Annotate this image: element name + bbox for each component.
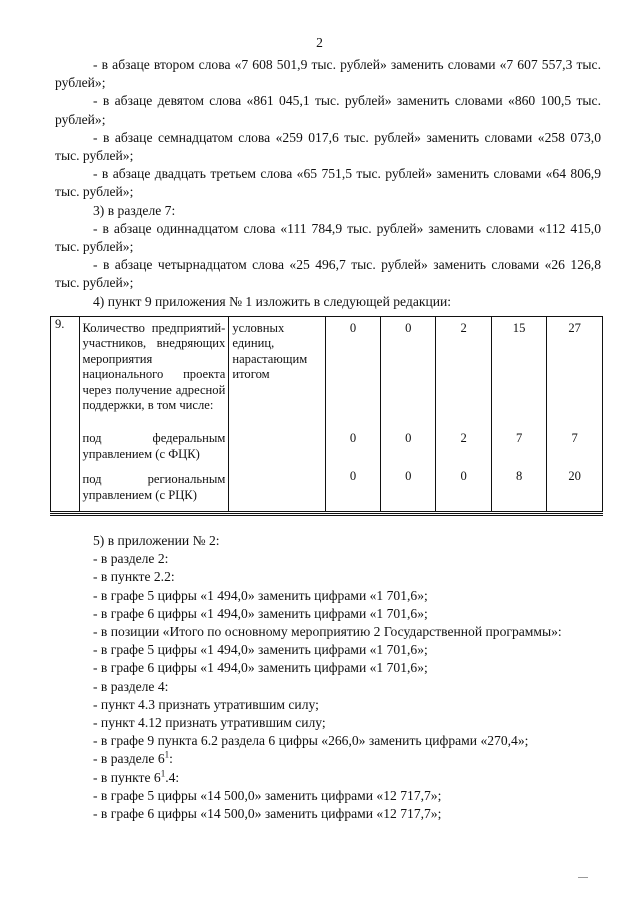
paragraph: - в графе 6 цифры «14 500,0» заменить цифрами «12 717,7»; [93,806,442,822]
paragraph: 4) пункт 9 приложения № 1 изложить в следующей редакции: [93,293,452,309]
paragraph: 3) в разделе 7: [93,202,176,218]
paragraph: - в пункте 2.2: [93,569,175,585]
paragraph: - в абзаце втором слова «7 608 501,9 тыс. рублей» заменить словами «7 607 557,3 тыс. рублей»; [55,57,601,91]
value: 8 [515,468,523,483]
paragraph: - в графе 5 цифры «14 500,0» заменить цифрами «12 717,7»; [93,787,442,803]
bottom-text-block [55,532,601,823]
sub-row-label: под региональным управлением (с РЦК) [82,472,226,502]
description-cell [79,317,229,512]
paragraph: - в графе 5 цифры «1 494,0» заменить цифрами «1 701,6»; [93,642,428,658]
table-row [51,317,603,512]
sub-row-label: под федеральным управлением (с ФЦК) [82,431,226,461]
paragraph: - в разделе $6^1$: [93,749,173,767]
value: 2 [460,321,467,335]
unit-cell: условных единиц, нарастающим итогом [229,317,325,512]
paragraph: - в графе 5 цифры «1 494,0» заменить цифрами «1 701,6»; [93,587,428,603]
value: 0 [405,468,412,483]
value: 0 [405,431,412,446]
paragraph: - в разделе 4: [93,678,169,694]
value: 27 [568,321,581,335]
value-cell [491,317,547,512]
value: 7 [571,431,578,446]
paragraph: - в абзаце двадцать третьем слова «65 751,5 тыс. рублей» заменить словами «64 806,9 тыс. рублей»; [55,166,601,200]
paragraph: - в абзаце одиннадцатом слова «111 784,9 тыс. рублей» заменить словами «112 415,0 тыс. рублей»; [55,220,601,255]
paragraph: - пункт 4.3 признать утратившим силу; [93,696,319,712]
paragraph: - в графе 6 цифры «1 494,0» заменить цифрами «1 701,6»; [93,660,428,676]
value-cell [325,317,380,512]
paragraph: - в абзаце девятом слова «861 045,1 тыс. рублей» заменить словами «860 100,5 тыс. рублей»; [55,93,601,127]
value: 0 [349,468,357,483]
paragraph: - в графе 9 пункта 6.2 раздела 6 цифры «266,0» заменить цифрами «270,4»; [93,733,529,749]
paragraph: - пункт 4.12 признать утратившим силу; [93,715,326,731]
value-cell [436,317,491,512]
paragraph: - в пункте $6^1.4$: [93,768,180,785]
paragraph: 5) в приложении № 2: [93,533,220,548]
value: 0 [405,321,412,335]
value-cell [547,317,603,512]
value: 0 [349,321,357,335]
value: 20 [568,468,581,483]
value: 2 [460,431,467,446]
paragraph: - в позиции «Итого по основному мероприятию 2 Государственной программы»: [93,624,562,640]
paragraph: - в разделе 2: [93,551,169,567]
value-cell [381,317,436,512]
paragraph: - в графе 6 цифры «1 494,0» заменить цифрами «1 701,6»; [93,605,428,621]
paragraph: - в абзаце четырнадцатом слова «25 496,7 тыс. рублей» заменить словами «26 126,8 тыс. рублей»; [55,257,601,291]
indicator-table [50,316,603,516]
top-text-block [55,56,601,311]
paragraph: - в абзаце семнадцатом слова «259 017,6 тыс. рублей» заменить словами «258 073,0 тыс. рублей»; [55,129,601,164]
scan-mark [578,877,588,878]
value: 0 [460,468,467,483]
table-bottom-rule [50,513,603,516]
row-number: 9. [51,317,80,512]
value: 15 [512,321,526,335]
value: 0 [349,431,357,446]
row-description: Количество предприятий-участников, внедряющих мероприятия национального проекта через получение адресной поддержки, в том числе: [82,321,226,413]
page-number: 2 [316,35,323,50]
value: 7 [515,431,523,446]
